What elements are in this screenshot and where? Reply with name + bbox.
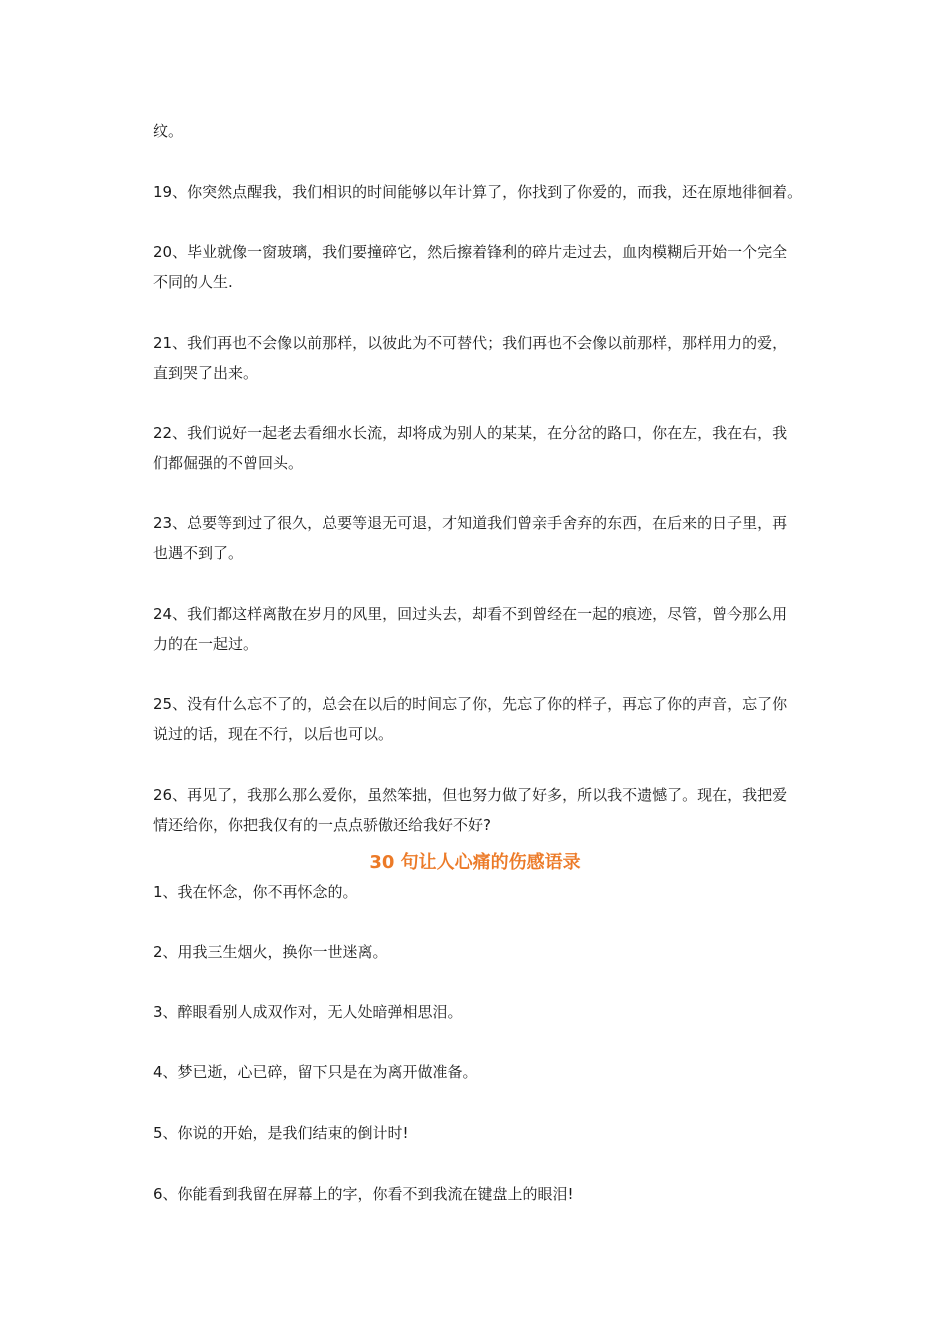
quote-22-line-1: 22、我们说好一起老去看细水长流，却将成为别人的某某，在分岔的路口，你在左，我在右，我 bbox=[153, 424, 788, 442]
quote-25-line-2: 说过的话，现在不行，以后也可以。 bbox=[153, 725, 394, 743]
quote-26-line-2: 情还给你，你把我仅有的一点点骄傲还给我好不好? bbox=[153, 816, 491, 834]
quote-24-line-2: 力的在一起过。 bbox=[153, 635, 259, 653]
paragraph-continuation: 纹。 bbox=[153, 122, 184, 140]
sad-quote-6: 6、你能看到我留在屏幕上的字，你看不到我流在键盘上的眼泪! bbox=[153, 1185, 574, 1203]
sad-quote-3: 3、醉眼看别人成双作对，无人处暗弹相思泪。 bbox=[153, 1003, 463, 1021]
quote-22-line-2: 们都倔强的不曾回头。 bbox=[153, 454, 304, 472]
sad-quote-2: 2、用我三生烟火，换你一世迷离。 bbox=[153, 943, 388, 961]
quote-21-line-1: 21、我们再也不会像以前那样，以彼此为不可替代；我们再也不会像以前那样，那样用力的爱， bbox=[153, 334, 788, 352]
sad-quote-1: 1、我在怀念，你不再怀念的。 bbox=[153, 883, 358, 901]
quote-23-line-1: 23、总要等到过了很久，总要等退无可退，才知道我们曾亲手舍弃的东西，在后来的日子里，再 bbox=[153, 514, 788, 532]
quote-24-line-1: 24、我们都这样离散在岁月的风里，回过头去，却看不到曾经在一起的痕迹，尽管，曾今那么用 bbox=[153, 605, 788, 623]
quote-25-line-1: 25、没有什么忘不了的，总会在以后的时间忘了你，先忘了你的样子，再忘了你的声音，忘了你 bbox=[153, 695, 788, 713]
sad-quote-4: 4、梦已逝，心已碎，留下只是在为离开做准备。 bbox=[153, 1063, 478, 1081]
sad-quote-5: 5、你说的开始，是我们结束的倒计时! bbox=[153, 1124, 409, 1142]
section-heading: 30 句让人心痛的伤感语录 bbox=[369, 852, 581, 873]
quote-20-line-1: 20、毕业就像一窗玻璃，我们要撞碎它，然后擦着锋利的碎片走过去，血肉模糊后开始一个完全 bbox=[153, 243, 788, 261]
quote-26-line-1: 26、再见了，我那么那么爱你，虽然笨拙，但也努力做了好多，所以我不遗憾了。现在，我把爱 bbox=[153, 786, 788, 804]
quote-19-line-1: 19、你突然点醒我，我们相识的时间能够以年计算了，你找到了你爱的，而我，还在原地徘徊着。 bbox=[153, 183, 803, 201]
quote-20-line-2: 不同的人生. bbox=[153, 273, 233, 291]
quote-21-line-2: 直到哭了出来。 bbox=[153, 364, 259, 382]
quote-23-line-2: 也遇不到了。 bbox=[153, 544, 244, 562]
